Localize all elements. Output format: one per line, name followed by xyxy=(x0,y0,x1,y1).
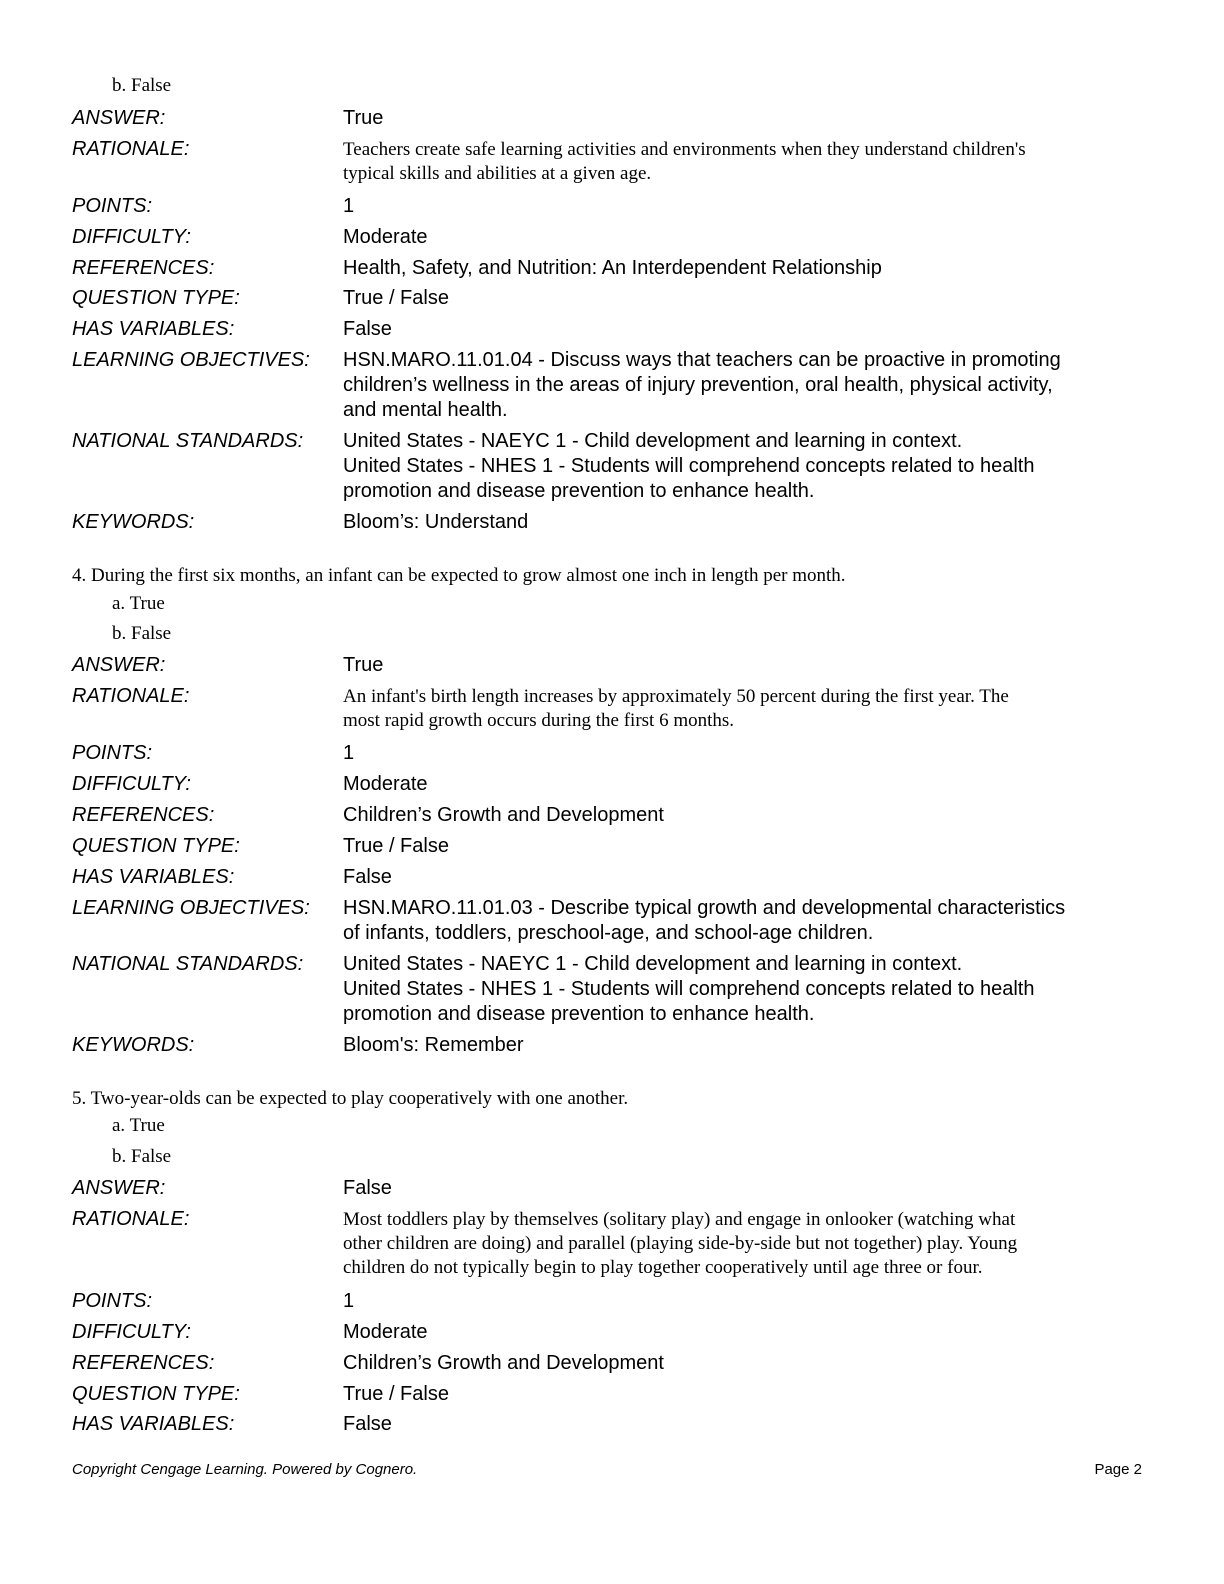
difficulty-value: Moderate xyxy=(343,773,428,795)
question-type-label: QUESTION TYPE: xyxy=(72,287,240,309)
rationale-line: most rapid growth occurs during the first 6 months. xyxy=(343,710,735,731)
difficulty-label: DIFFICULTY: xyxy=(72,226,191,248)
keywords-value: Bloom’s: Understand xyxy=(343,511,529,533)
question-5-text: 5. Two-year-olds can be expected to play cooperatively with one another. xyxy=(72,1088,629,1109)
learning-objectives-line: HSN.MARO.11.01.04 - Discuss ways that teachers can be proactive in promoting xyxy=(343,349,1061,371)
rationale-label: RATIONALE: xyxy=(72,138,190,160)
points-value: 1 xyxy=(343,742,355,764)
references-label: REFERENCES: xyxy=(72,257,215,279)
has-variables-label: HAS VARIABLES: xyxy=(72,318,235,340)
points-value: 1 xyxy=(343,1290,355,1312)
references-label: REFERENCES: xyxy=(72,804,215,826)
references-value: Health, Safety, and Nutrition: An Interdependent Relationship xyxy=(343,257,882,279)
keywords-label: KEYWORDS: xyxy=(72,1034,195,1056)
footer-copyright: Copyright Cengage Learning. Powered by Cognero. xyxy=(72,1461,418,1478)
has-variables-value: False xyxy=(343,1413,392,1435)
national-standards-value xyxy=(343,429,1144,504)
answer-value: False xyxy=(343,1177,392,1199)
keywords-label: KEYWORDS: xyxy=(72,511,195,533)
national-standards-label: NATIONAL STANDARDS: xyxy=(72,430,304,452)
rationale-line: Teachers create safe learning activities and environments when they understand children's xyxy=(343,139,1026,160)
has-variables-value: False xyxy=(343,318,392,340)
national-standards-line: United States - NHES 1 - Students will comprehend concepts related to health xyxy=(343,455,1035,477)
national-standards-line: United States - NAEYC 1 - Child development and learning in context. xyxy=(343,430,963,452)
question-type-value: True / False xyxy=(343,835,449,857)
rationale-line: other children are doing) and parallel (playing side-by-side but not together) play. Young xyxy=(343,1233,1018,1254)
difficulty-value: Moderate xyxy=(343,226,428,248)
learning-objectives-value xyxy=(343,348,1144,423)
rationale-value xyxy=(343,138,1144,186)
national-standards-line: United States - NAEYC 1 - Child development and learning in context. xyxy=(343,953,963,975)
footer-page-number: Page 2 xyxy=(1094,1461,1142,1478)
national-standards-line: promotion and disease prevention to enhance health. xyxy=(343,480,815,502)
national-standards-line: United States - NHES 1 - Students will comprehend concepts related to health xyxy=(343,978,1035,1000)
references-value: Children’s Growth and Development xyxy=(343,1352,664,1374)
learning-objectives-value xyxy=(343,896,1144,946)
learning-objectives-line: and mental health. xyxy=(343,399,508,421)
difficulty-label: DIFFICULTY: xyxy=(72,773,191,795)
has-variables-value: False xyxy=(343,866,392,888)
rationale-line: An infant's birth length increases by approximately 50 percent during the first year. The xyxy=(343,686,1009,707)
answer-label: ANSWER: xyxy=(72,1177,166,1199)
question-type-label: QUESTION TYPE: xyxy=(72,1383,240,1405)
national-standards-label: NATIONAL STANDARDS: xyxy=(72,953,304,975)
points-label: POINTS: xyxy=(72,742,153,764)
rationale-label: RATIONALE: xyxy=(72,685,190,707)
rationale-label: RATIONALE: xyxy=(72,1208,190,1230)
learning-objectives-line: HSN.MARO.11.01.03 - Describe typical growth and developmental characteristics xyxy=(343,897,1066,919)
answer-label: ANSWER: xyxy=(72,107,166,129)
learning-objectives-line: children’s wellness in the areas of injury prevention, oral health, physical activity, xyxy=(343,374,1053,396)
choice-a: a. True xyxy=(112,1115,165,1136)
answer-value: True xyxy=(343,654,384,676)
references-label: REFERENCES: xyxy=(72,1352,215,1374)
question-4-text: 4. During the first six months, an infant can be expected to grow almost one inch in length per month. xyxy=(72,565,846,586)
choice-b: b. False xyxy=(112,623,172,644)
learning-objectives-label: LEARNING OBJECTIVES: xyxy=(72,349,310,371)
rationale-value xyxy=(343,1208,1144,1280)
difficulty-value: Moderate xyxy=(343,1321,428,1343)
national-standards-line: promotion and disease prevention to enhance health. xyxy=(343,1003,815,1025)
national-standards-value xyxy=(343,952,1144,1027)
has-variables-label: HAS VARIABLES: xyxy=(72,1413,235,1435)
points-label: POINTS: xyxy=(72,1290,153,1312)
answer-value: True xyxy=(343,107,384,129)
rationale-value xyxy=(343,685,1144,733)
choice-a: a. True xyxy=(112,593,165,614)
learning-objectives-line: of infants, toddlers, preschool-age, and school-age children. xyxy=(343,922,874,944)
question-type-value: True / False xyxy=(343,287,449,309)
question-type-value: True / False xyxy=(343,1383,449,1405)
choice-b: b. False xyxy=(112,75,172,96)
learning-objectives-label: LEARNING OBJECTIVES: xyxy=(72,897,310,919)
difficulty-label: DIFFICULTY: xyxy=(72,1321,191,1343)
answer-label: ANSWER: xyxy=(72,654,166,676)
keywords-value: Bloom's: Remember xyxy=(343,1034,524,1056)
choice-b: b. False xyxy=(112,1146,172,1167)
question-type-label: QUESTION TYPE: xyxy=(72,835,240,857)
rationale-line: children do not typically begin to play together cooperatively until age three or four. xyxy=(343,1257,983,1278)
references-value: Children’s Growth and Development xyxy=(343,804,664,826)
points-label: POINTS: xyxy=(72,195,153,217)
rationale-line: Most toddlers play by themselves (solitary play) and engage in onlooker (watching what xyxy=(343,1209,1016,1230)
has-variables-label: HAS VARIABLES: xyxy=(72,866,235,888)
points-value: 1 xyxy=(343,195,355,217)
rationale-line: typical skills and abilities at a given age. xyxy=(343,163,652,184)
